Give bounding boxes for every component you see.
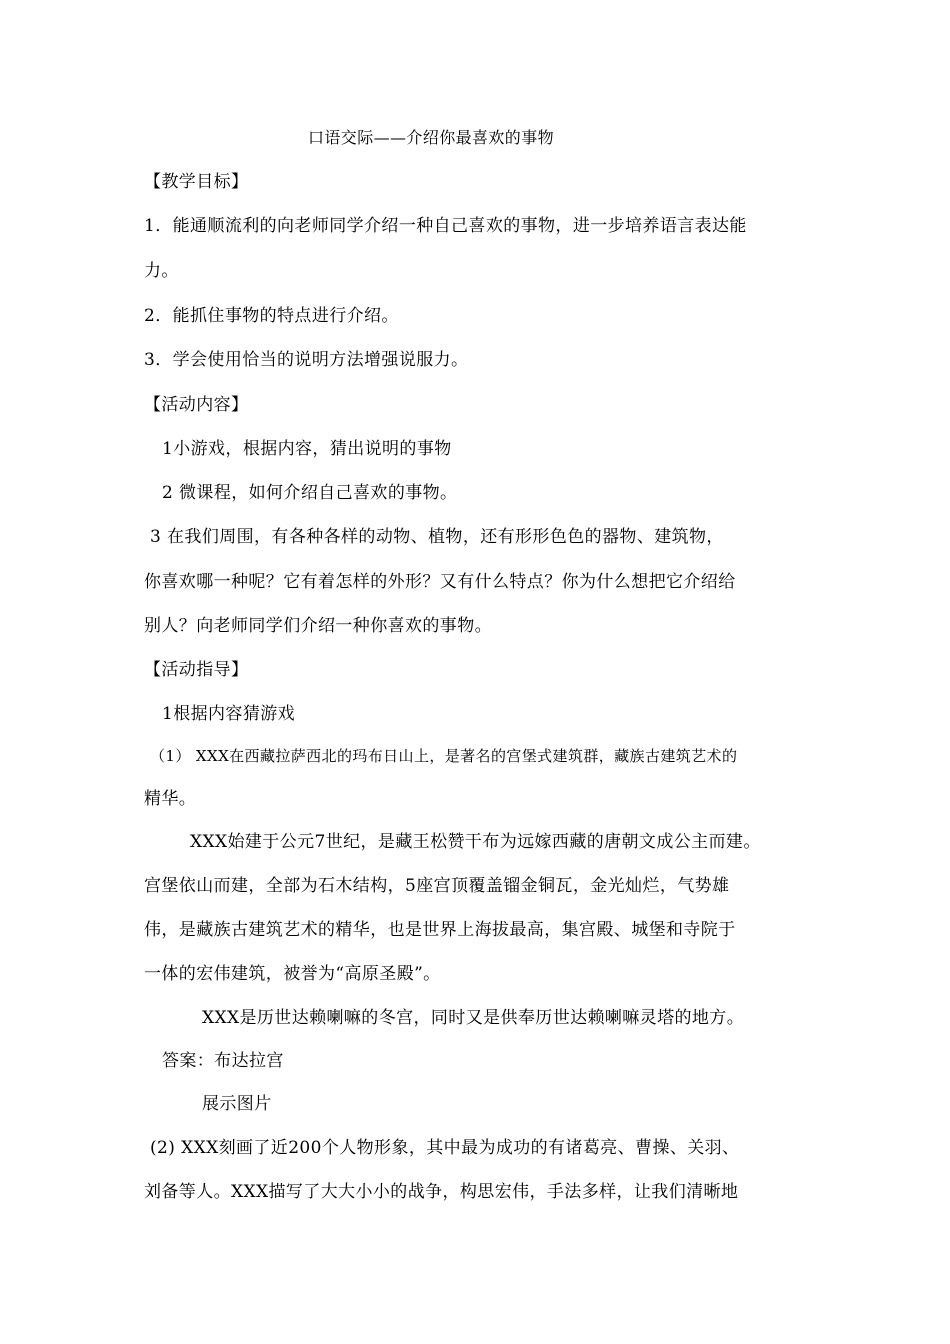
content-item-2: 2 微课程，如何介绍自己喜欢的事物。: [162, 483, 458, 503]
guide-item-1: 1根据内容猜游戏: [162, 704, 296, 724]
goal-2: 2．能抓住事物的特点进行介绍。: [144, 306, 399, 326]
paragraph-3: XXX是历世达赖喇嘛的冬宫，同时又是供奉历世达赖喇嘛灵塔的地方。: [202, 1008, 745, 1028]
content-item-3-line-2: 你喜欢哪一种呢？它有着怎样的外形？又有什么特点？你为什么想把它介绍给: [144, 572, 736, 592]
content-item-3-line-3: 别人？向老师同学们介绍一种你喜欢的事物。: [144, 616, 492, 636]
paragraph-1-line-2: 精华。: [144, 789, 197, 809]
question-2-line-1: (2) XXX刻画了近200个人物形象，其中最为成功的有诸葛亮、曹操、关羽、: [150, 1138, 740, 1158]
paragraph-2-line-4: 一体的宏伟建筑，被誉为“高原圣殿”。: [144, 964, 441, 984]
show-picture-line: 展示图片: [202, 1094, 272, 1114]
paragraph-2-line-1: XXX始建于公元7世纪，是藏王松赞干布为远嫁西藏的唐朝文成公主而建。: [190, 832, 761, 852]
question-2-line-2: 刘备等人。XXX描写了大大小小的战争，构思宏伟，手法多样，让我们清晰地: [144, 1182, 739, 1202]
content-item-1: 1小游戏，根据内容，猜出说明的事物: [162, 439, 452, 459]
goal-1-line-1: 1．能通顺流利的向老师同学介绍一种自己喜欢的事物，进一步培养语言表达能: [144, 216, 747, 236]
content-item-3-line-1: 3 在我们周围，有各种各样的动物、植物，还有形形色色的器物、建筑物，: [150, 527, 724, 547]
goal-1-line-2: 力。: [144, 261, 179, 281]
answer-line: 答案：布达拉宫: [162, 1051, 284, 1071]
paragraph-2-line-3: 伟，是藏族古建筑艺术的精华，也是世界上海拔最高，集宫殿、城堡和寺院于: [144, 920, 736, 940]
section-heading-goals: 【教学目标】: [144, 172, 249, 192]
paragraph-2-line-2: 宫堡依山而建，全部为石木结构，5座宫顶覆盖镏金铜瓦，金光灿烂，气势雄: [144, 876, 730, 896]
page-title: 口语交际——介绍你最喜欢的事物: [308, 128, 555, 147]
paragraph-1-line-1: （1） XXX在西藏拉萨西北的玛布日山上，是著名的宫堡式建筑群，藏族古建筑艺术的: [150, 747, 738, 765]
goal-3: 3．学会使用恰当的说明方法增强说服力。: [144, 350, 469, 370]
section-heading-guide: 【活动指导】: [144, 660, 249, 680]
section-heading-content: 【活动内容】: [144, 395, 249, 415]
